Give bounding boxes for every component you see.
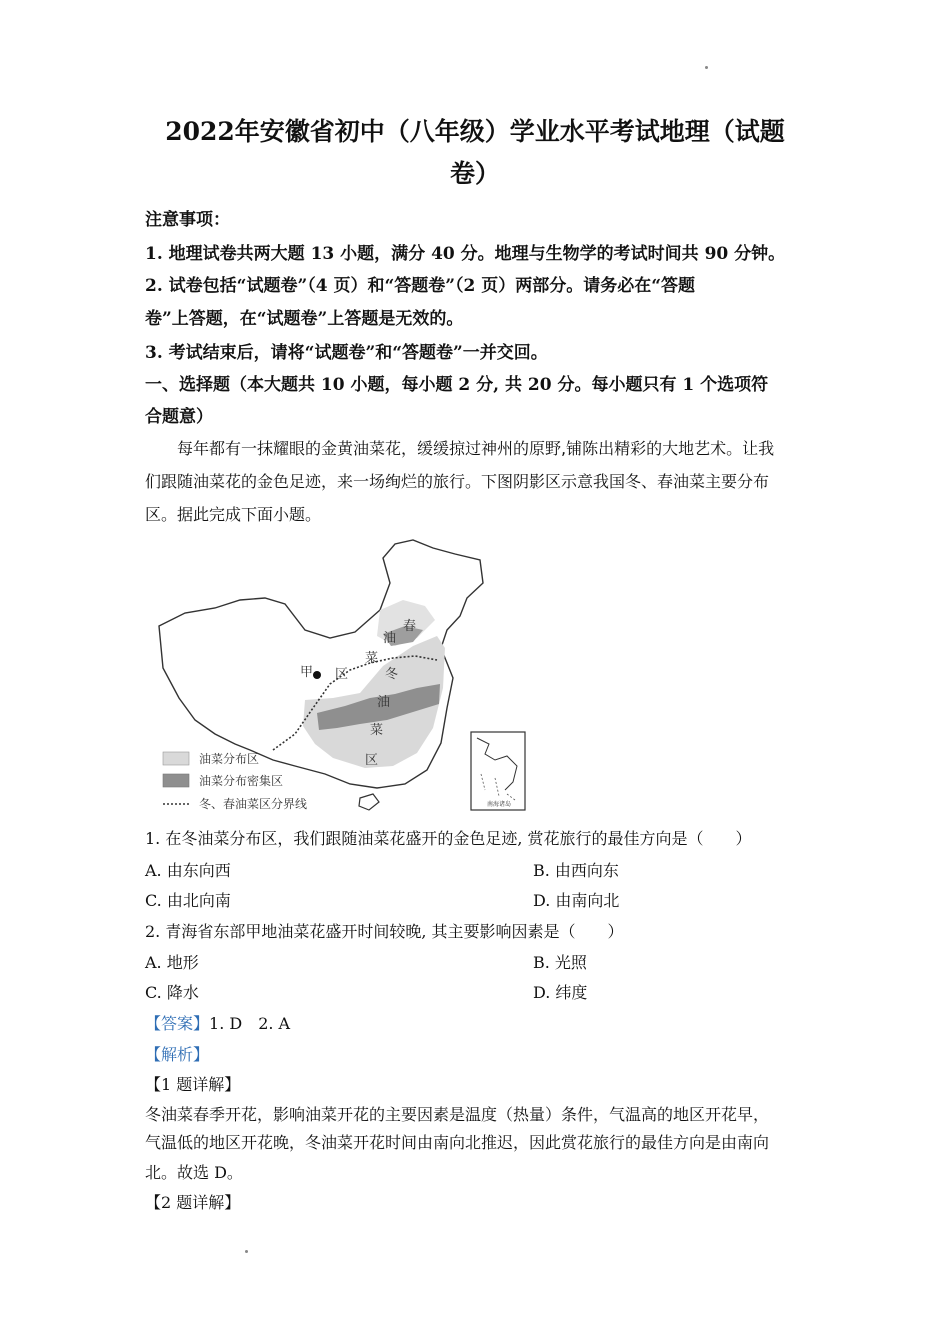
legend-swatch-area bbox=[163, 752, 189, 765]
scan-speck-bottom bbox=[245, 1250, 248, 1253]
q2-option-b: B. 光照 bbox=[533, 953, 587, 972]
map-label-jia: 甲 bbox=[300, 665, 314, 680]
notice-item-1: 1. 地理试卷共两大题 13 小题，满分 40 分。地理与生物学的考试时间共 90 分钟。 bbox=[145, 244, 786, 264]
q1-option-c: C. 由北向南 bbox=[145, 891, 231, 910]
detail-2-tag: 【2 题详解】 bbox=[145, 1193, 241, 1212]
rapeseed-distribution-map bbox=[155, 538, 530, 814]
q2-option-a: A. 地形 bbox=[145, 953, 199, 972]
map-label-chun: 春 bbox=[403, 619, 417, 634]
question-1-stem: 1. 在冬油菜分布区，我们跟随油菜花盛开的金色足迹, 赏花旅行的最佳方向是（ ） bbox=[145, 829, 752, 848]
map-label-qu-2: 区 bbox=[365, 753, 379, 768]
passage-line-2: 们跟随油菜花的金色足迹，来一场绚烂的旅行。下图阴影区示意我国冬、春油菜主要分布 bbox=[145, 472, 770, 491]
south-china-sea-inset bbox=[471, 732, 525, 810]
q2-option-d: D. 纬度 bbox=[533, 983, 588, 1002]
q1-option-d: D. 由南向北 bbox=[533, 891, 620, 910]
detail-1-line-3: 北。故选 D。 bbox=[145, 1163, 243, 1182]
scan-speck bbox=[705, 66, 708, 69]
legend-swatch-dense bbox=[163, 774, 189, 787]
legend-label-boundary: 冬、春油菜区分界线 bbox=[199, 797, 308, 811]
legend-label-area: 油菜分布区 bbox=[199, 752, 260, 766]
page-title-line-1: 2022年安徽省初中（八年级）学业水平考试地理（试题 bbox=[165, 117, 785, 146]
notice-item-3: 3. 考试结束后，请将“试题卷”和“答题卷”一并交回。 bbox=[145, 343, 548, 363]
map-label-cai-2: 菜 bbox=[370, 723, 384, 738]
detail-1-line-2: 气温低的地区开花晚，冬油菜开花时间由南向北推迟，因此赏花旅行的最佳方向是由南向 bbox=[145, 1133, 770, 1152]
answer-text: 1. D 2. A bbox=[209, 1014, 291, 1033]
section-heading-2: 合题意） bbox=[145, 407, 213, 427]
map-label-cai-1: 菜 bbox=[365, 651, 379, 666]
inset-label: 南海诸岛 bbox=[487, 801, 512, 808]
legend-label-dense: 油菜分布密集区 bbox=[199, 774, 284, 788]
page-title-line-2: 卷） bbox=[449, 159, 500, 188]
detail-1-tag: 【1 题详解】 bbox=[145, 1075, 241, 1094]
map-label-you-2: 油 bbox=[377, 695, 391, 710]
q1-option-a: A. 由东向西 bbox=[145, 861, 231, 880]
hainan-island bbox=[359, 794, 379, 810]
detail-1-line-1: 冬油菜春季开花，影响油菜开花的主要因素是温度（热量）条件，气温高的地区开花早， bbox=[145, 1105, 770, 1124]
passage-line-3: 区。据此完成下面小题。 bbox=[145, 505, 322, 524]
passage-line-1: 每年都有一抹耀眼的金黄油菜花，缓缓掠过神州的原野,铺陈出精彩的大地艺术。让我 bbox=[177, 439, 775, 458]
notice-item-2a: 2. 试卷包括“试题卷”（4 页）和“答题卷”（2 页）两部分。请务必在“答题 bbox=[145, 276, 696, 296]
answer-tag: 【答案】 bbox=[145, 1014, 210, 1033]
question-2-stem: 2. 青海省东部甲地油菜花盛开时间较晚, 其主要影响因素是（ ） bbox=[145, 922, 624, 941]
notice-item-2b: 卷”上答题，在“试题卷”上答题是无效的。 bbox=[145, 309, 464, 329]
section-heading-1: 一、选择题（本大题共 10 小题，每小题 2 分, 共 20 分。每小题只有 1 个选项符 bbox=[145, 375, 769, 395]
q1-option-b: B. 由西向东 bbox=[533, 861, 619, 880]
answer-row bbox=[145, 1011, 290, 1034]
map-label-qu-1: 区 bbox=[335, 667, 349, 682]
analysis-tag: 【解析】 bbox=[145, 1045, 210, 1064]
notice-heading: 注意事项： bbox=[145, 210, 230, 230]
map-label-dong: 冬 bbox=[385, 667, 399, 682]
location-jia-marker bbox=[313, 671, 321, 679]
map-label-you-1: 油 bbox=[383, 631, 397, 646]
q2-option-c: C. 降水 bbox=[145, 983, 199, 1002]
